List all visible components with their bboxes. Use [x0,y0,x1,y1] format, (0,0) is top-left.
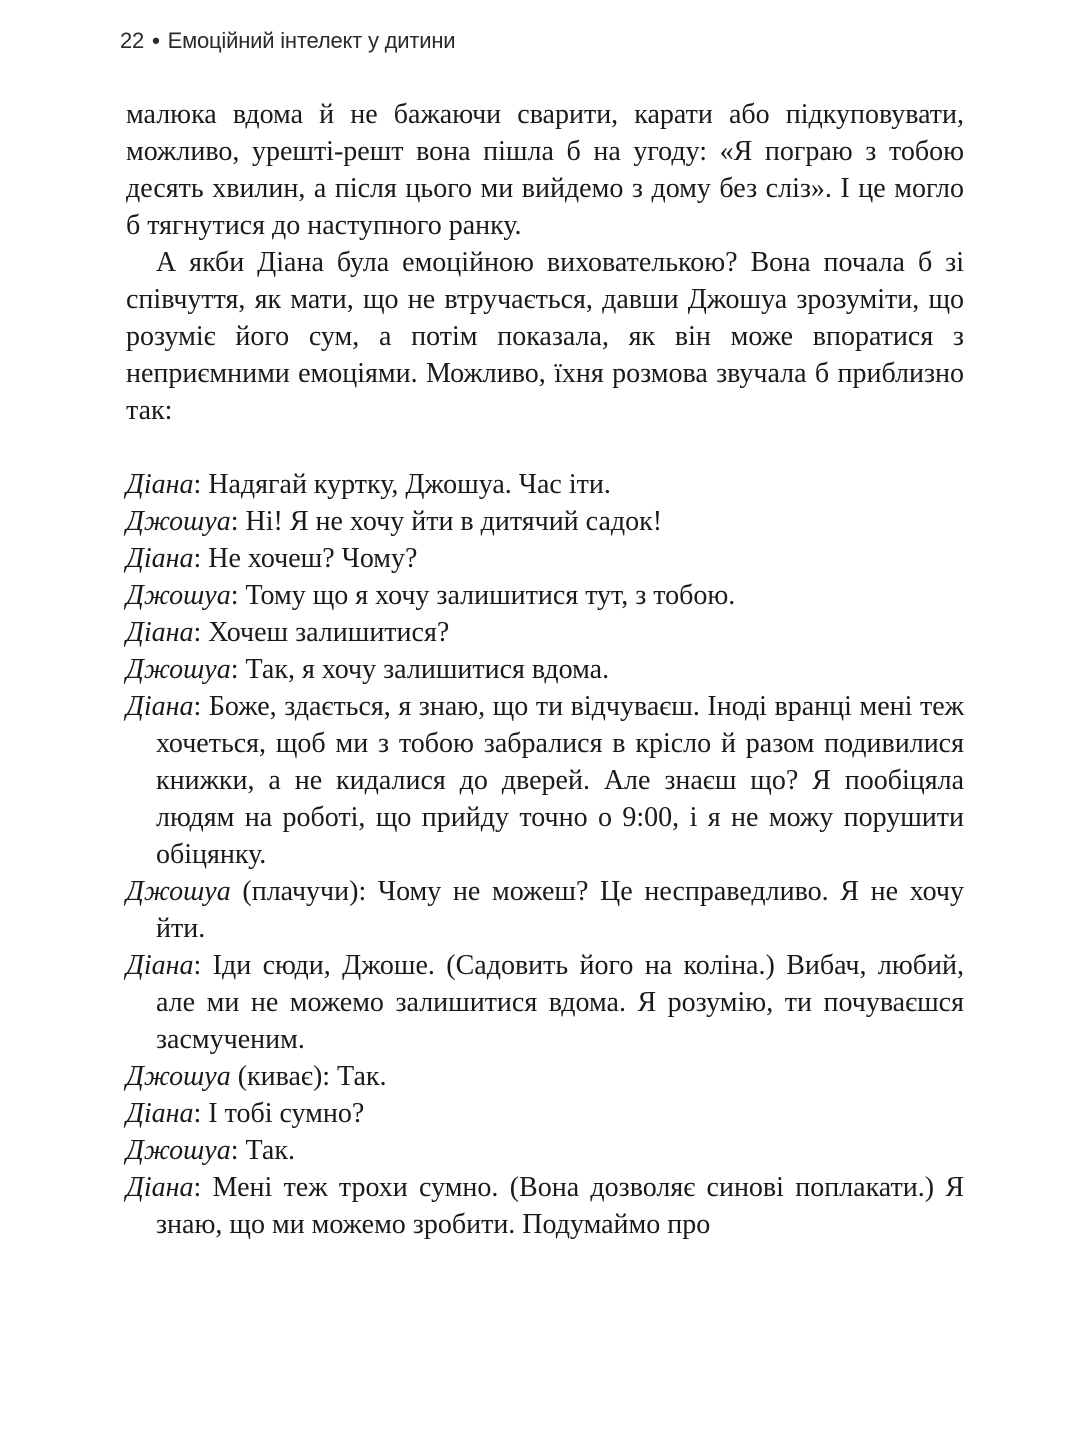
dialogue [126,466,964,1243]
speaker-name: Джошуа [126,876,231,907]
dialogue-text: : Так. [230,1135,295,1166]
speaker-name: Джошуа [126,654,231,685]
dialogue-line [126,614,964,651]
paragraph-continuation: малюка вдома й не бажаючи сварити, карати або підкуповувати, можливо, урешті-решт вона пішла б на угоду: «Я пограю з тобою десять хвилин, а після цього ми вийдемо з дому без сліз». І це могло б тягнутися до наступного ранку. [126,99,964,241]
dialogue-text: : Боже, здається, я знаю, що ти відчуваєш. Іноді вранці мені теж хочеться, щоб ми з тобою забралися в крісло й разом подивилися книжки, а не кидалися до дверей. Але знаєш що? Я пообіцяла людям на роботі, що прийду точно о 9:00, і я не можу порушити обіцянку. [156,691,964,870]
dialogue-text: : Надягай куртку, Джошуа. Час іти. [193,469,611,500]
dialogue-text: : Не хочеш? Чому? [193,543,418,574]
dialogue-line [126,503,964,540]
dialogue-line [126,1169,964,1243]
speaker-name: Джошуа [126,580,231,611]
dialogue-line [126,577,964,614]
dialogue-line [126,466,964,503]
dialogue-line [126,688,964,873]
dialogue-text: : Ні! Я не хочу йти в дитячий садок! [230,506,663,537]
running-header [120,28,455,54]
speaker-name: Діана [126,617,194,648]
speaker-name: Діана [126,691,194,722]
speaker-name: Джошуа [126,1135,231,1166]
dialogue-line [126,1132,964,1169]
speaker-name: Діана [126,1098,194,1129]
dialogue-text: : Іди сюди, Джоше. (Садовить його на коліна.) Вибач, любий, але ми не можемо залишитися вдома. Я розумію, ти почуваєшся засмученим. [156,950,964,1055]
dialogue-text: : Тому що я хочу залишитися тут, з тобою. [230,580,736,611]
dialogue-line [126,1058,964,1095]
dialogue-line [126,873,964,947]
dialogue-text: (плачучи): Чому не можеш? Це несправедливо. Я не хочу йти. [156,876,964,944]
dialogue-line [126,947,964,1058]
dialogue-line [126,540,964,577]
book-title: Емоційний інтелект у дитини [167,28,456,53]
dialogue-text: (киває): Так. [230,1061,387,1092]
speaker-name: Діана [126,543,194,574]
dialogue-text: : Мені теж трохи сумно. (Вона дозволяє синові поплакати.) Я знаю, що ми можемо зробити. Подумаймо про [156,1172,964,1240]
speaker-name: Джошуа [126,506,231,537]
header-bullet: • [152,28,160,53]
dialogue-line [126,1095,964,1132]
dialogue-text: : Хочеш залишитися? [193,617,450,648]
speaker-name: Джошуа [126,1061,231,1092]
speaker-name: Діана [126,950,194,981]
page-number: 22 [120,28,145,53]
dialogue-line [126,651,964,688]
speaker-name: Діана [126,1172,194,1203]
dialogue-text: : Так, я хочу залишитися вдома. [230,654,610,685]
paragraph: А якби Діана була емоційною вихователькою? Вона почала б зі співчуття, як мати, що не втручається, давши Джошуа зрозуміти, що розуміє його сум, а потім показала, як він може впоратися з неприємними емоціями. Можливо, їхня розмова звучала б приблизно так: [126,247,964,426]
speaker-name: Діана [126,469,194,500]
body-text [126,96,964,1243]
dialogue-text: : І тобі сумно? [193,1098,365,1129]
